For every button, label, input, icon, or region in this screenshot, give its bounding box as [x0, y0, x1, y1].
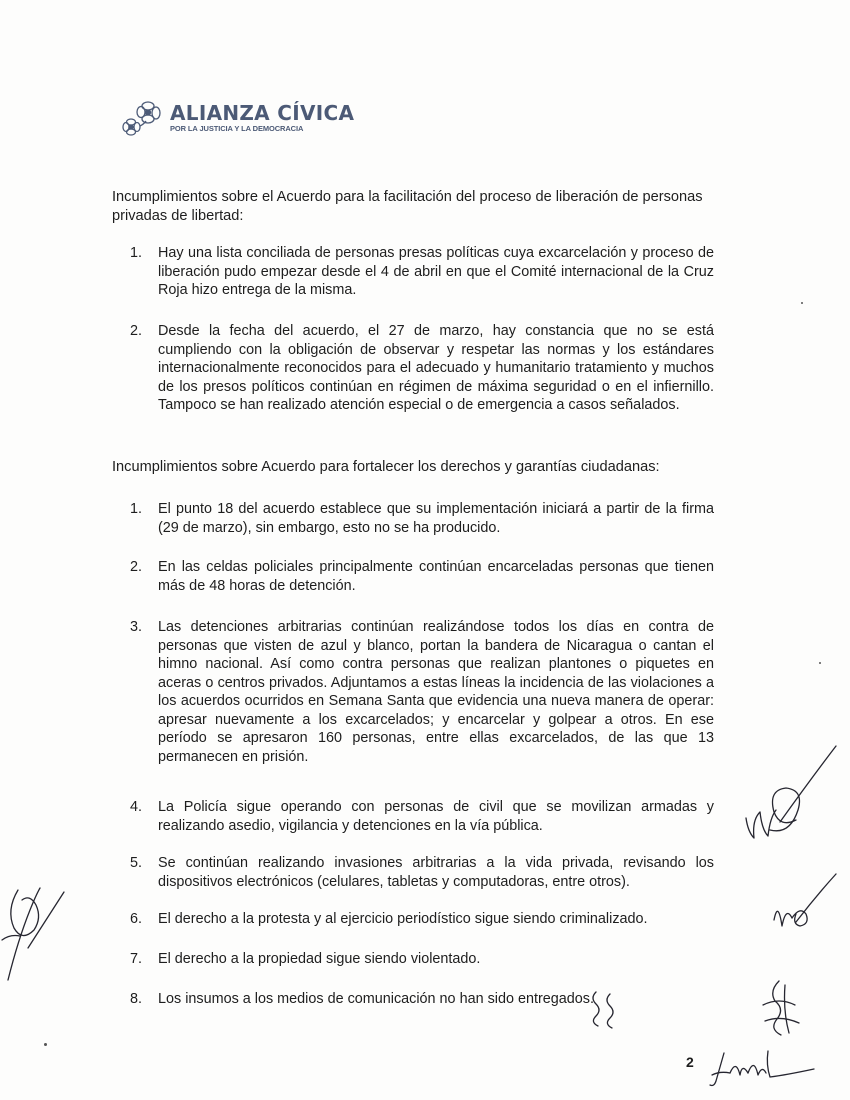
list-item-number: 1.	[130, 501, 143, 517]
list-item-text: En las celdas policiales principalmente continúan encarceladas personas que tienen más de 48 horas de detención.	[158, 559, 714, 594]
signature-right-1	[740, 740, 840, 850]
list-item-text: Se continúan realizando invasiones arbitrarias a la vida privada, revisando los dispositivos electrónicos (celulares, tabletas y computadoras, entre otros).	[158, 855, 714, 890]
logo	[118, 96, 354, 140]
list-item-number: 6.	[130, 911, 143, 927]
list-item-number: 2.	[130, 559, 143, 575]
list-item-number: 2.	[130, 323, 143, 339]
logo-title: ALIANZA CÍVICA	[170, 101, 355, 125]
signature-bottom-initials	[706, 1045, 816, 1090]
scan-speck	[44, 1043, 47, 1046]
list-item	[130, 558, 714, 595]
list-item-number: 3.	[130, 619, 143, 635]
list-item	[130, 244, 714, 300]
signature-left-margin	[0, 870, 70, 985]
section1-heading: Incumplimientos sobre el Acuerdo para la facilitación del proceso de liberación de personas privadas de libertad:	[112, 189, 703, 224]
list-item-number: 5.	[130, 855, 143, 871]
list-item-text: Hay una lista conciliada de personas presas políticas cuya excarcelación y proceso de liberación pudo empezar desde el 4 de abril en que el Comité internacional de la Cruz Roja hizo entrega de la misma.	[158, 245, 714, 298]
list-item	[130, 618, 714, 766]
list-item-text: Las detenciones arbitrarias continúan realizándose todos los días en contra de personas que visten de azul y blanco, portan la bandera de Nicaragua o cantan el himno nacional. Así como contra personas que realizan plantones o piquetes en aceras o centros privados. Adjuntamos a estas líneas la incidencia de las violaciones a los acuerdos ocurridos en Semana Santa que evidencia una nueva manera de operar: apresar nuevamente a los excarcelados; y encarcelar y golpear a otros. En ese período se apresaron 160 personas, entre ellas excarcelados, de las que 13 permanecen en prisión.	[158, 619, 714, 765]
signature-right-2	[770, 870, 840, 935]
list-item	[130, 322, 714, 415]
logo-tagline: POR LA JUSTICIA Y LA DEMOCRACIA	[170, 124, 304, 133]
list-item-text: El derecho a la propiedad sigue siendo violentado.	[158, 951, 481, 967]
list-item-number: 4.	[130, 799, 143, 815]
list-item	[130, 910, 714, 929]
list-item	[130, 950, 714, 969]
list-item	[130, 798, 714, 835]
scan-speck	[801, 302, 803, 304]
list-item-text: La Policía sigue operando con personas de civil que se movilizan armadas y realizando asedio, vigilancia y detenciones en la vía pública.	[158, 799, 714, 834]
section2-heading: Incumplimientos sobre Acuerdo para fortalecer los derechos y garantías ciudadanas:	[112, 459, 660, 475]
signature-right-3	[755, 975, 805, 1040]
list-item-text: Desde la fecha del acuerdo, el 27 de marzo, hay constancia que no se está cumpliendo con la obligación de observar y respetar las normas y los estándares internacionalmente reconocidos para el adecuado y humanitario tratamiento y muchos de los presos políticos continúan en régimen de máxima seguridad o en el infiernillo. Tampoco se han realizado atención especial o de emergencia a casos señalados.	[158, 323, 714, 413]
list-item-number: 8.	[130, 991, 143, 1007]
list-item	[130, 990, 714, 1009]
scan-speck	[819, 662, 821, 664]
page-number: 2	[686, 1054, 694, 1070]
list-item-text: Los insumos a los medios de comunicación no han sido entregados.	[158, 991, 594, 1007]
list-item-text: El derecho a la protesta y al ejercicio periodístico sigue siendo criminalizado.	[158, 911, 648, 927]
list-item-number: 1.	[130, 245, 143, 261]
list-item-text: El punto 18 del acuerdo establece que su implementación iniciará a partir de la firma (29 de marzo), sin embargo, esto no se ha producido.	[158, 501, 714, 536]
list-item	[130, 854, 714, 891]
list-item	[130, 500, 714, 537]
signature-inline-initials	[588, 988, 622, 1030]
flower-logo-icon	[118, 96, 168, 140]
list-item-number: 7.	[130, 951, 143, 967]
